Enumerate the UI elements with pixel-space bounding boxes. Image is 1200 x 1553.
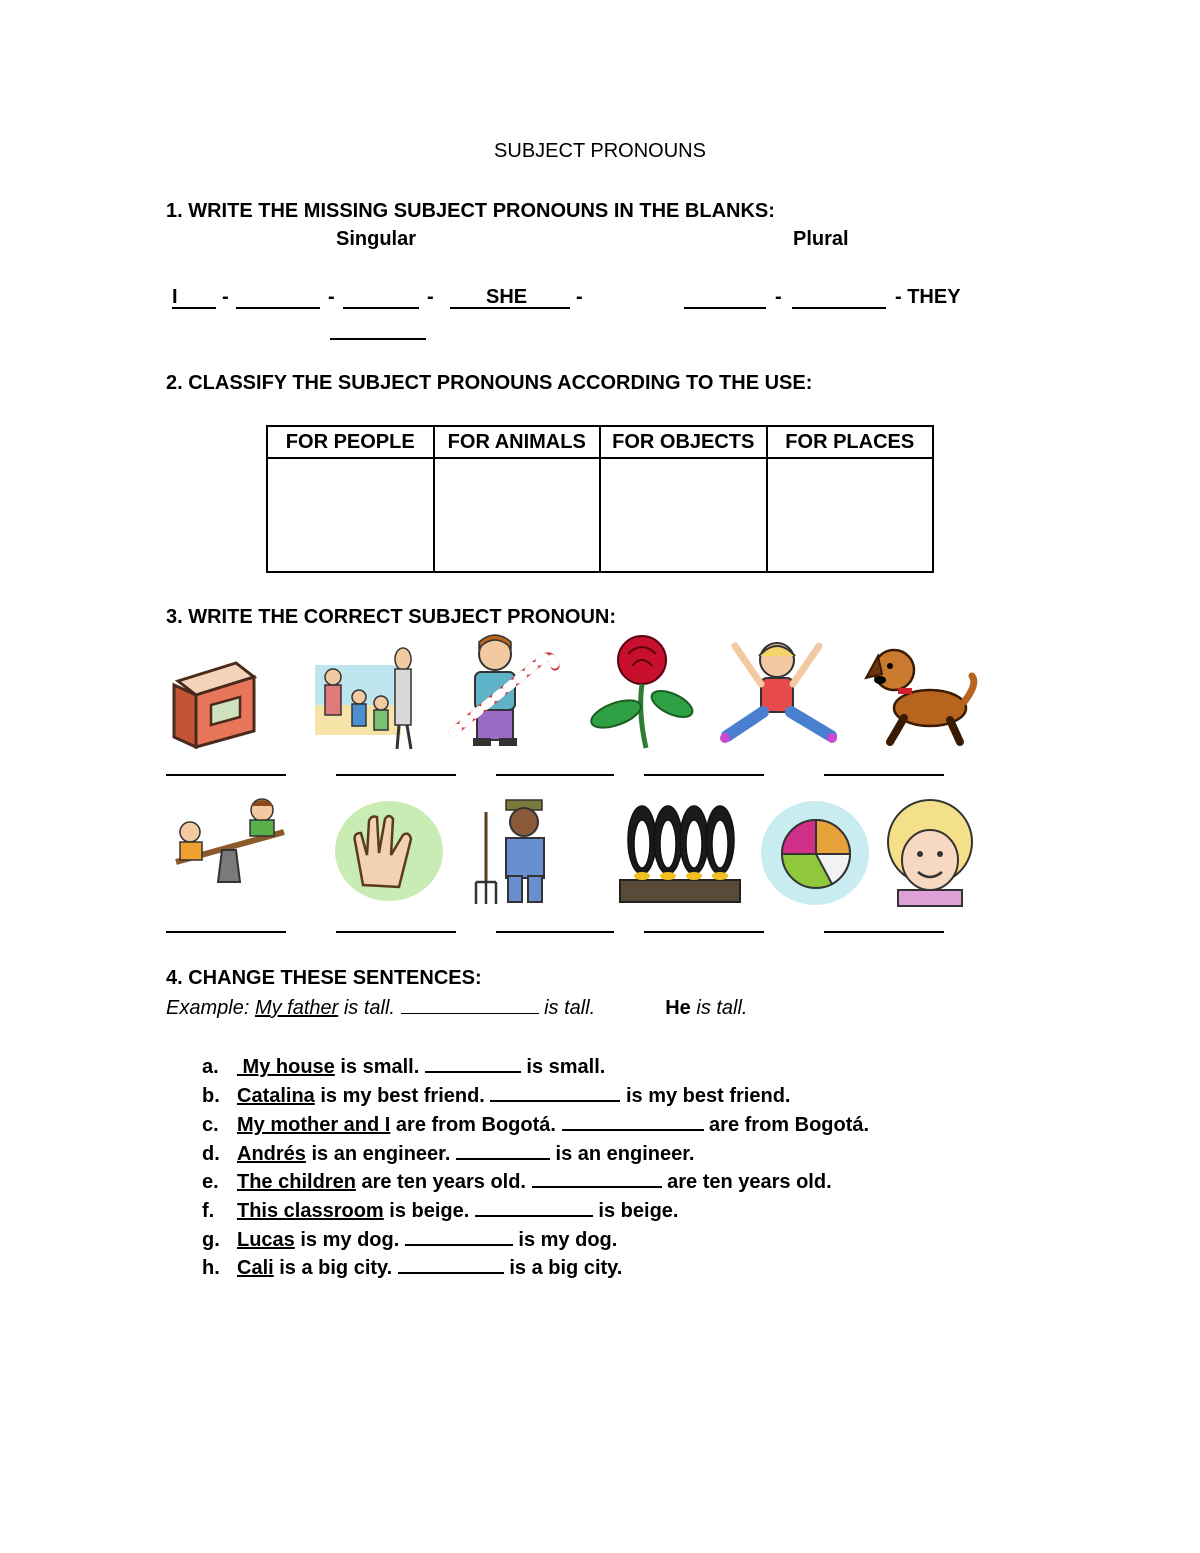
sentence-subject: The children bbox=[237, 1171, 356, 1193]
answer-blank-7[interactable] bbox=[336, 931, 456, 933]
farmer-icon bbox=[470, 796, 570, 908]
sentence-letter: f. bbox=[202, 1200, 215, 1222]
sentence-letter: e. bbox=[202, 1171, 219, 1193]
blank-singular-2[interactable] bbox=[343, 307, 419, 309]
example-answer-rest: is tall. bbox=[690, 997, 748, 1019]
blank-line bbox=[172, 307, 216, 309]
sentence-c bbox=[202, 1111, 869, 1137]
sentence-blank[interactable] bbox=[562, 1111, 704, 1131]
girl-icon bbox=[719, 632, 837, 750]
cell-people[interactable] bbox=[267, 458, 434, 572]
sentence-subject: This classroom bbox=[237, 1200, 384, 1222]
example-answer-pronoun: He bbox=[665, 997, 691, 1019]
sentence-a bbox=[202, 1053, 605, 1079]
sentence-text: is a big city. bbox=[273, 1257, 398, 1279]
sentence-blank[interactable] bbox=[398, 1254, 504, 1274]
plural-label: Plural bbox=[793, 228, 849, 250]
sentence-text: is an engineer. bbox=[305, 1143, 456, 1165]
col-animals-header: FOR ANIMALS bbox=[434, 426, 601, 458]
sentence-b bbox=[202, 1082, 790, 1108]
answer-blank-4[interactable] bbox=[644, 774, 764, 776]
sentence-text: is my dog. bbox=[512, 1229, 618, 1251]
pronoun-they: - THEY bbox=[895, 286, 961, 308]
book-icon bbox=[166, 655, 262, 751]
section-1-heading: 1. WRITE THE MISSING SUBJECT PRONOUNS IN THE BLANKS: bbox=[166, 200, 775, 222]
blank-line bbox=[450, 307, 570, 309]
dash: - bbox=[576, 286, 583, 308]
col-objects-header: FOR OBJECTS bbox=[600, 426, 767, 458]
children-seesaw-icon bbox=[166, 796, 292, 888]
example-prefix: Example: bbox=[166, 997, 255, 1019]
col-people-header: FOR PEOPLE bbox=[267, 426, 434, 458]
rose-icon bbox=[580, 632, 700, 750]
woman-icon bbox=[876, 798, 986, 908]
example-subject: My father bbox=[254, 997, 339, 1019]
sentence-text: is an engineer. bbox=[549, 1143, 695, 1165]
answer-blank-5[interactable] bbox=[824, 774, 944, 776]
blank-plural-1[interactable] bbox=[684, 307, 766, 309]
sentence-blank[interactable] bbox=[405, 1226, 513, 1246]
section-3-heading: 3. WRITE THE CORRECT SUBJECT PRONOUN: bbox=[166, 606, 617, 628]
cell-objects[interactable] bbox=[600, 458, 767, 572]
sentence-text: are from Bogotá. bbox=[390, 1114, 562, 1136]
answer-blank-2[interactable] bbox=[336, 774, 456, 776]
sentence-text: is my best friend. bbox=[314, 1085, 491, 1107]
dash: - bbox=[427, 286, 434, 308]
sentence-blank[interactable] bbox=[475, 1197, 593, 1217]
answer-blank-3[interactable] bbox=[496, 774, 614, 776]
sentence-text: are ten years old. bbox=[661, 1171, 832, 1193]
sentence-g bbox=[202, 1226, 617, 1252]
penguins-icon bbox=[616, 784, 744, 908]
sentence-text: are ten years old. bbox=[355, 1171, 532, 1193]
sentence-subject: Andrés bbox=[237, 1143, 306, 1165]
blank-singular-1[interactable] bbox=[236, 307, 320, 309]
pronoun-i: I bbox=[172, 286, 178, 308]
example-rest: is tall. bbox=[338, 997, 401, 1019]
example-sentence bbox=[166, 995, 748, 1020]
answer-blank-10[interactable] bbox=[824, 931, 944, 933]
blank-singular-3[interactable] bbox=[330, 338, 426, 340]
section-4-heading: 4. CHANGE THESE SENTENCES: bbox=[166, 967, 482, 989]
sentence-blank[interactable] bbox=[490, 1082, 620, 1102]
sentence-f bbox=[202, 1197, 678, 1223]
section-2-heading: 2. CLASSIFY THE SUBJECT PRONOUNS ACCORDING TO THE USE: bbox=[166, 372, 813, 394]
singular-label: Singular bbox=[336, 228, 417, 250]
sentence-blank[interactable] bbox=[532, 1168, 662, 1188]
answer-blank-8[interactable] bbox=[496, 931, 614, 933]
answer-blank-1[interactable] bbox=[166, 774, 286, 776]
classification-table bbox=[266, 425, 934, 573]
sentence-letter: g. bbox=[202, 1229, 220, 1251]
col-places-header: FOR PLACES bbox=[767, 426, 934, 458]
sentence-letter: d. bbox=[202, 1143, 220, 1165]
cell-animals[interactable] bbox=[434, 458, 601, 572]
sentence-subject: My house bbox=[237, 1056, 335, 1078]
pronoun-she: SHE bbox=[486, 286, 528, 308]
page-title: SUBJECT PRONOUNS bbox=[494, 140, 706, 162]
sentence-text: is small. bbox=[520, 1056, 606, 1078]
sentence-text: is my dog. bbox=[294, 1229, 405, 1251]
sentence-letter: h. bbox=[202, 1257, 220, 1279]
family-icon bbox=[313, 645, 423, 751]
gloves-icon bbox=[333, 795, 445, 907]
sentence-subject: Cali bbox=[237, 1257, 274, 1279]
sentence-subject: Catalina bbox=[237, 1085, 315, 1107]
sentence-text: is beige. bbox=[592, 1200, 679, 1222]
sentence-text: is small. bbox=[334, 1056, 425, 1078]
sentence-blank[interactable] bbox=[425, 1053, 521, 1073]
sentence-text: is beige. bbox=[383, 1200, 475, 1222]
example-after: is tall. bbox=[538, 997, 596, 1019]
answer-blank-9[interactable] bbox=[644, 931, 764, 933]
example-blank bbox=[401, 995, 539, 1014]
sentence-blank[interactable] bbox=[456, 1140, 550, 1160]
sentence-text: is my best friend. bbox=[620, 1085, 791, 1107]
sentence-letter: a. bbox=[202, 1056, 219, 1078]
sentence-subject: Lucas bbox=[237, 1229, 295, 1251]
sentence-letter: b. bbox=[202, 1085, 220, 1107]
dash: - bbox=[222, 286, 229, 308]
sentence-subject: My mother and I bbox=[237, 1114, 391, 1136]
blank-plural-2[interactable] bbox=[792, 307, 886, 309]
cell-places[interactable] bbox=[767, 458, 934, 572]
dash: - bbox=[775, 286, 782, 308]
sentence-h bbox=[202, 1254, 622, 1280]
answer-blank-6[interactable] bbox=[166, 931, 286, 933]
dog-icon bbox=[860, 630, 980, 750]
sentence-text: is a big city. bbox=[503, 1257, 623, 1279]
boy-icon bbox=[443, 632, 563, 750]
sentence-letter: c. bbox=[202, 1114, 219, 1136]
sentence-d bbox=[202, 1140, 694, 1166]
sentence-text: are from Bogotá. bbox=[703, 1114, 870, 1136]
dash: - bbox=[328, 286, 335, 308]
ball-icon bbox=[760, 800, 870, 906]
sentence-e bbox=[202, 1168, 832, 1194]
